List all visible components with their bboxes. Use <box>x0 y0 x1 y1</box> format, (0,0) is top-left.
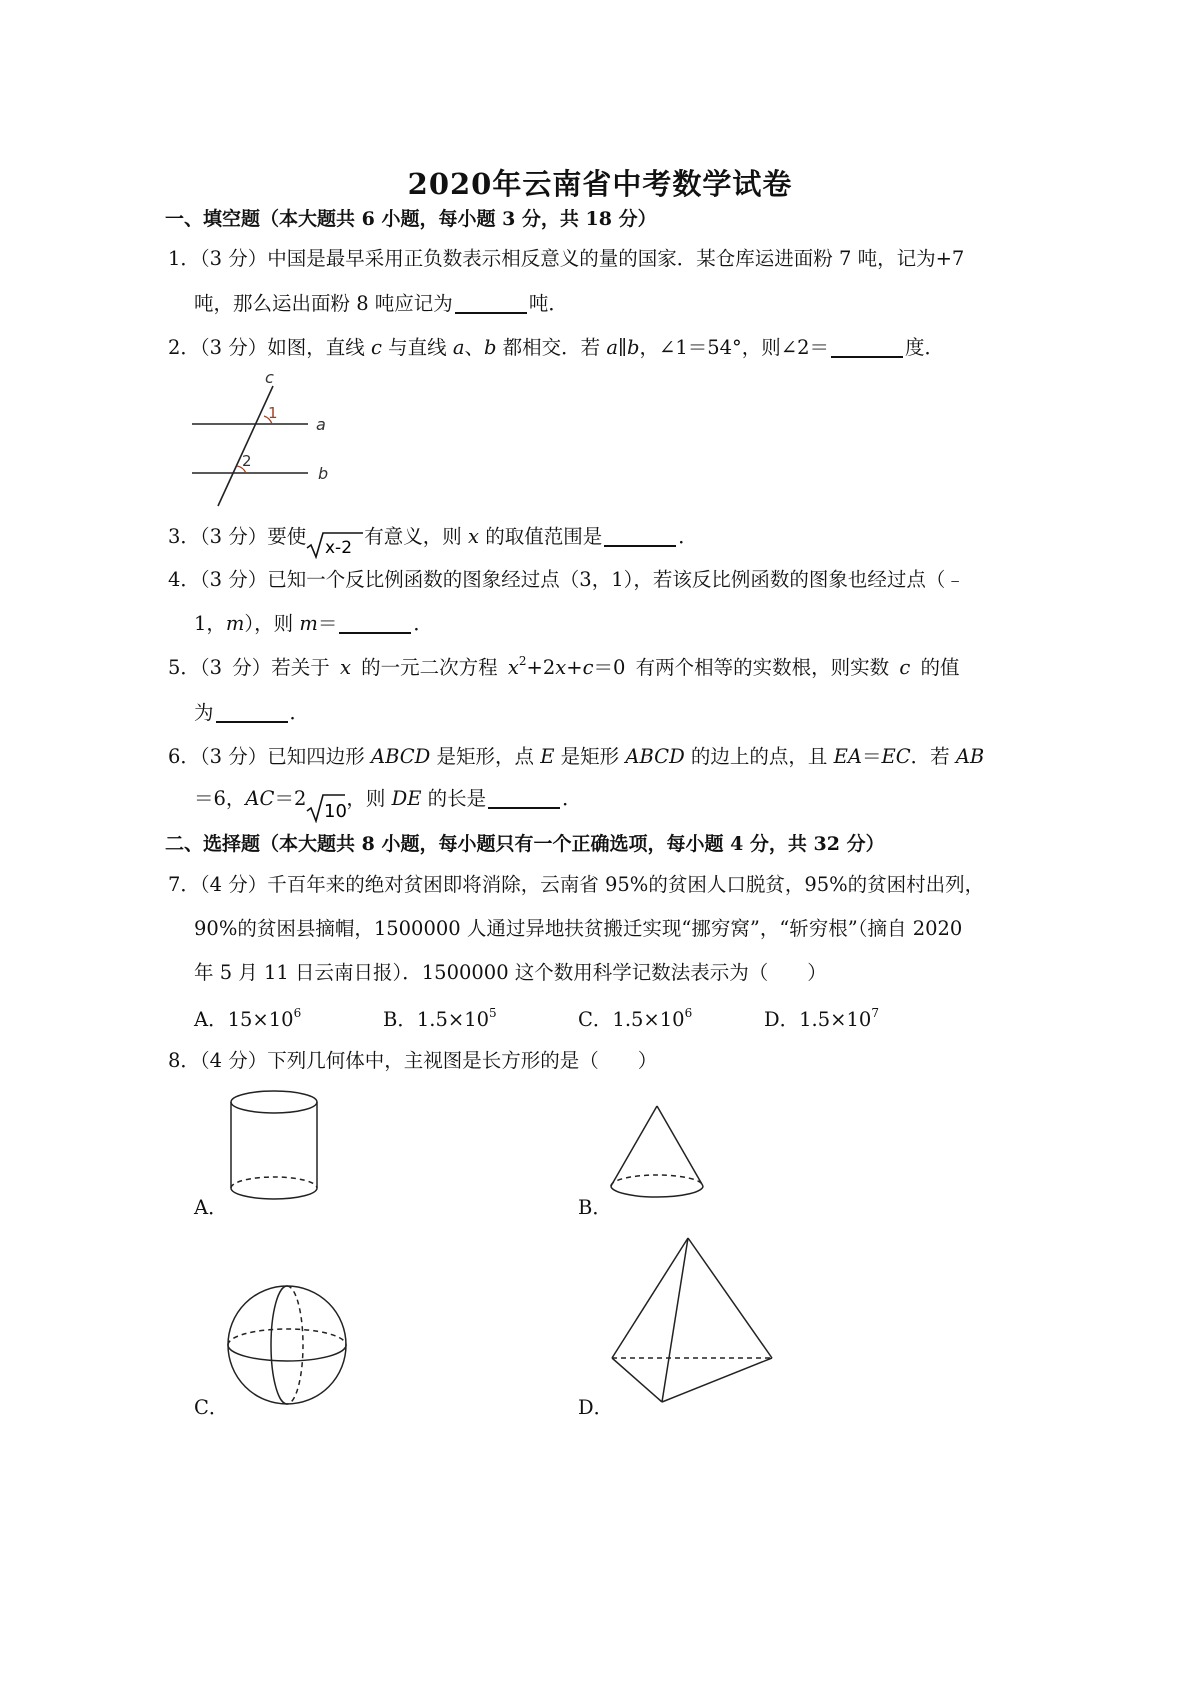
sqrt-expression <box>306 793 346 823</box>
variable: x <box>468 525 479 548</box>
label-angle-1: 1 <box>268 404 278 422</box>
question-text: 千百年来的绝对贫困即将消除，云南省 95%的贫困人口脱贫，95%的贫困村出列， <box>267 873 985 896</box>
question-5-line-2 <box>194 700 309 725</box>
option-b-label[interactable]: B． <box>578 1196 612 1219</box>
variable: a <box>452 336 465 359</box>
question-6-line-2: ＝6，AC＝2 10 ，则 DE 的长是 ． <box>194 787 582 822</box>
question-text: 的一元二次方程 <box>350 656 508 679</box>
variable: a∥b <box>606 336 640 359</box>
label-b: b <box>318 464 329 483</box>
question-1-line-2 <box>194 291 568 316</box>
question-score: （3 分） <box>199 568 268 591</box>
option-a-label[interactable]: A． <box>194 1196 228 1219</box>
question-number: 8． <box>168 1049 200 1072</box>
option-a[interactable]: A．$15\times 10^6$ <box>194 1006 302 1031</box>
question-text: ． <box>678 525 698 548</box>
cone-figure[interactable] <box>604 1100 714 1208</box>
answer-blank[interactable] <box>604 525 676 547</box>
question-score: （3 分） <box>199 247 268 270</box>
question-text: 要使 <box>267 525 307 548</box>
question-8 <box>168 1048 657 1073</box>
question-text: ），则 <box>244 612 300 635</box>
sphere-figure[interactable] <box>222 1280 354 1412</box>
question-text: 中国是最早采用正负数表示相反意义的量的国家．某仓库运进面粉 7 吨，记为+7 <box>267 247 965 270</box>
line-c <box>218 386 273 506</box>
label-a: a <box>316 415 326 434</box>
question-7-line-3: 年 5 月 11 日云南日报）．1500000 这个数用科学记数法表示为（ ） <box>194 961 827 984</box>
option-c[interactable]: C．$1.5\times 10^6$ <box>578 1006 693 1031</box>
question-text: 已知一个反比例函数的图象经过点（3，1），若该反比例函数的图象也经过点（﹣ <box>267 568 965 591</box>
question-text: 的取值范围是 <box>479 525 603 548</box>
question-text: ． <box>413 612 433 635</box>
question-text: ． <box>289 701 310 724</box>
answer-blank[interactable] <box>488 787 560 809</box>
question-number: 5． <box>168 656 200 679</box>
question-number: 6． <box>168 745 200 768</box>
option-d-label[interactable]: D． <box>578 1396 614 1419</box>
question-text: 都相交．若 <box>496 336 607 359</box>
question-4-line-2 <box>194 611 433 636</box>
variable: x <box>339 656 351 679</box>
option-d[interactable]: D．$1.5\times 10^7$ <box>764 1006 879 1031</box>
question-5-line-1 <box>168 655 960 680</box>
question-score: （4 分） <box>199 873 268 896</box>
question-number: 1． <box>168 247 200 270</box>
variable: c <box>370 336 382 359</box>
variable: b <box>483 336 497 359</box>
radicand: 10 <box>324 801 347 822</box>
question-score: （3 分） <box>199 745 268 768</box>
question-text: 下列几何体中，主视图是长方形的是（ ） <box>267 1049 658 1072</box>
question-text: ＝ <box>317 612 338 635</box>
question-4-line-1 <box>168 567 965 592</box>
question-score: （3 分） <box>199 656 272 679</box>
question-text: 的值 <box>910 656 960 679</box>
variable: c <box>899 656 911 679</box>
question-text: 、 <box>464 336 484 359</box>
answer-blank[interactable] <box>339 612 411 634</box>
question-number: 4． <box>168 568 200 591</box>
question-7-line-1 <box>168 872 984 897</box>
pyramid-figure[interactable] <box>604 1234 780 1410</box>
question-text: 吨． <box>528 292 568 315</box>
radicand: x-2 <box>325 538 353 558</box>
answer-blank[interactable] <box>216 701 288 723</box>
label-angle-2: 2 <box>242 452 252 470</box>
question-text: 有意义，则 <box>364 525 468 548</box>
question-7-line-2: 90%的贫困县摘帽，1500000 人通过异地扶贫搬迁实现“挪穷窝”，“斩穷根”（摘自 2020 <box>194 917 963 940</box>
question-score: （3 分） <box>199 525 268 548</box>
question-3 <box>168 524 698 559</box>
question-text: 度． <box>905 336 945 359</box>
parallel-lines-figure <box>180 366 350 511</box>
question-text: 若关于 <box>271 656 340 679</box>
question-number: 3． <box>168 525 200 548</box>
question-1-line-1 <box>168 246 964 271</box>
question-score: （3 分） <box>199 336 268 359</box>
question-score: （4 分） <box>199 1049 268 1072</box>
question-6-line-1: 6．（3 分）已知四边形 ABCD 是矩形，点 E 是矩形 ABCD 的边上的点，且 EA＝EC．若 AB <box>168 745 985 768</box>
question-2-line-1 <box>168 335 944 360</box>
cylinder-figure[interactable] <box>224 1086 328 1206</box>
question-text: 1， <box>194 612 226 635</box>
answer-blank[interactable] <box>455 292 527 314</box>
question-text: 如图，直线 <box>267 336 371 359</box>
section-heading-fill-in: 一、填空题（本大题共 6 小题，每小题 3 分，共 18 分） <box>165 208 657 230</box>
variable: m <box>299 612 318 635</box>
sqrt-expression <box>306 531 364 559</box>
question-text: 吨，那么运出面粉 8 吨应记为 <box>194 292 453 315</box>
question-text: 为 <box>194 701 214 724</box>
question-text: 有两个相等的实数根，则实数 <box>625 656 900 679</box>
page-title: 2020年云南省中考数学试卷 <box>407 167 793 201</box>
option-c-label[interactable]: C． <box>194 1396 229 1419</box>
question-text: 与直线 <box>381 336 453 359</box>
question-number: 2． <box>168 336 200 359</box>
variable: m <box>225 612 245 635</box>
option-b[interactable]: B．$1.5\times 10^5$ <box>383 1006 497 1031</box>
question-number: 7． <box>168 873 200 896</box>
section-heading-multiple-choice: 二、选择题（本大题共 8 小题，每小题只有一个正确选项，每小题 4 分，共 32 分） <box>165 833 885 855</box>
question-text: ，∠1＝54°，则∠2＝ <box>639 336 830 359</box>
label-c: c <box>265 368 274 387</box>
answer-blank[interactable] <box>831 336 903 358</box>
equation: $x^2+2x+c=0$ <box>507 654 626 679</box>
